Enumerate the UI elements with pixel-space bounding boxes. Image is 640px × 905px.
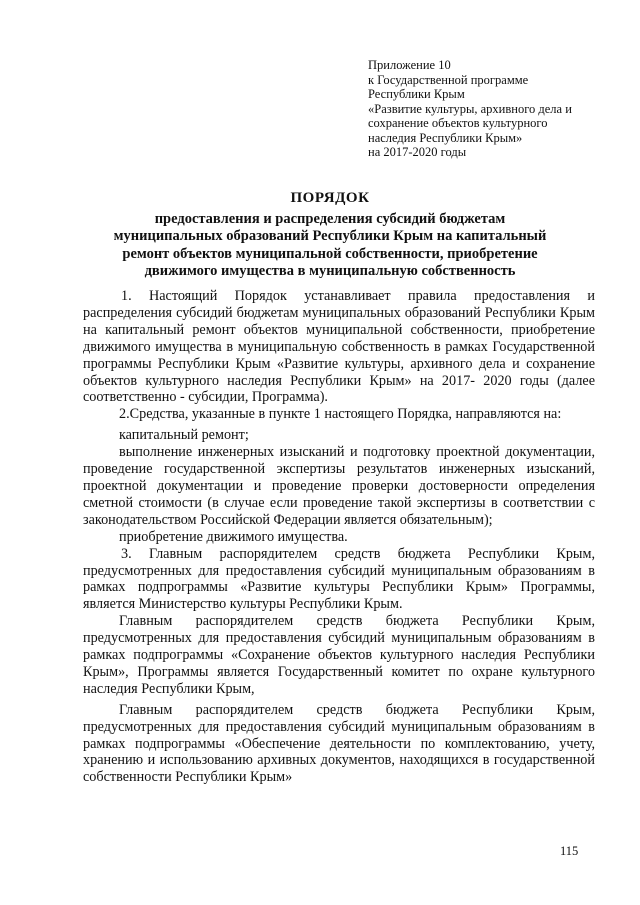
- document-title: [60, 190, 600, 281]
- paragraph-archives: Главным распорядителем средств бюджета Республики Крым, предусмотренных для предоставления субсидий муниципальным образованиям в рамках подпрограммы «Обеспечение деятельности по комплектованию, учету, хранению и использованию архивных документов, находящихся в государственной собственности Республики Крым»: [83, 701, 595, 786]
- annex-line: на 2017-2020 годы: [368, 145, 467, 159]
- list-item-surveys: выполнение инженерных изысканий и подготовку проектной документации, проведение государственной экспертизы результатов инженерных изысканий, проектной документации и проведение проверки достоверности определения сметной стоимости (в случае если проведение такой экспертизы в соответствии с законодательством Российской Федерации является обязательным);: [83, 444, 595, 528]
- paragraph-3: 3. Главным распорядителем средств бюджета Республики Крым, предусмотренных для предоставления субсидий муниципальным образованиям в рамках подпрограммы «Развитие культуры Республики Крым» Программы, является Министерство культуры Республики Крым.: [83, 545, 595, 613]
- paragraph-1: 1. Настоящий Порядок устанавливает правила предоставления и распределения субсидий бюджетам муниципальных образований Республики Крым на капитальный ремонт объектов муниципальной собственности, приобретение движимого имущества в муниципальную собственность в рамках Государственной программы Республики Крым «Развитие культуры, архивного дела и сохранение объектов культурного наследия Республики Крым» на 2017- 2020 годы (далее соответственно - субсидии, Программа).: [83, 288, 595, 406]
- document-body: [83, 288, 595, 786]
- list-item-repair: капитальный ремонт;: [119, 427, 249, 444]
- list-item-property: приобретение движимого имущества.: [119, 528, 348, 545]
- title-line: движимого имущества в муниципальную собственность: [144, 263, 516, 279]
- annex-line: Республики Крым: [368, 87, 465, 101]
- annex-line: «Развитие культуры, архивного дела и: [368, 101, 572, 116]
- annex-line: Приложение 10: [368, 58, 451, 72]
- title-line: муниципальных образований Республики Крым на капитальный: [113, 228, 547, 244]
- title-line: ремонт объектов муниципальной собственности, приобретение: [122, 245, 538, 262]
- annex-line: сохранение объектов культурного: [368, 116, 548, 130]
- page-number: 115: [560, 844, 579, 858]
- annex-line: к Государственной программе: [368, 72, 529, 87]
- title-main: ПОРЯДОК: [290, 190, 370, 206]
- paragraph-2: 2.Средства, указанные в пункте 1 настоящего Порядка, направляются на:: [119, 406, 562, 423]
- paragraph-heritage-committee: Главным распорядителем средств бюджета Республики Крым, предусмотренных для предоставления субсидий муниципальным образованиям в рамках подпрограммы «Сохранение объектов культурного наследия Республики Крым», Программы является Государственный комитет по охране культурного наследия Республики Крым,: [83, 613, 595, 697]
- annex-line: наследия Республики Крым»: [368, 130, 523, 145]
- title-line: предоставления и распределения субсидий бюджетам: [154, 210, 506, 227]
- annex-header: [368, 58, 618, 160]
